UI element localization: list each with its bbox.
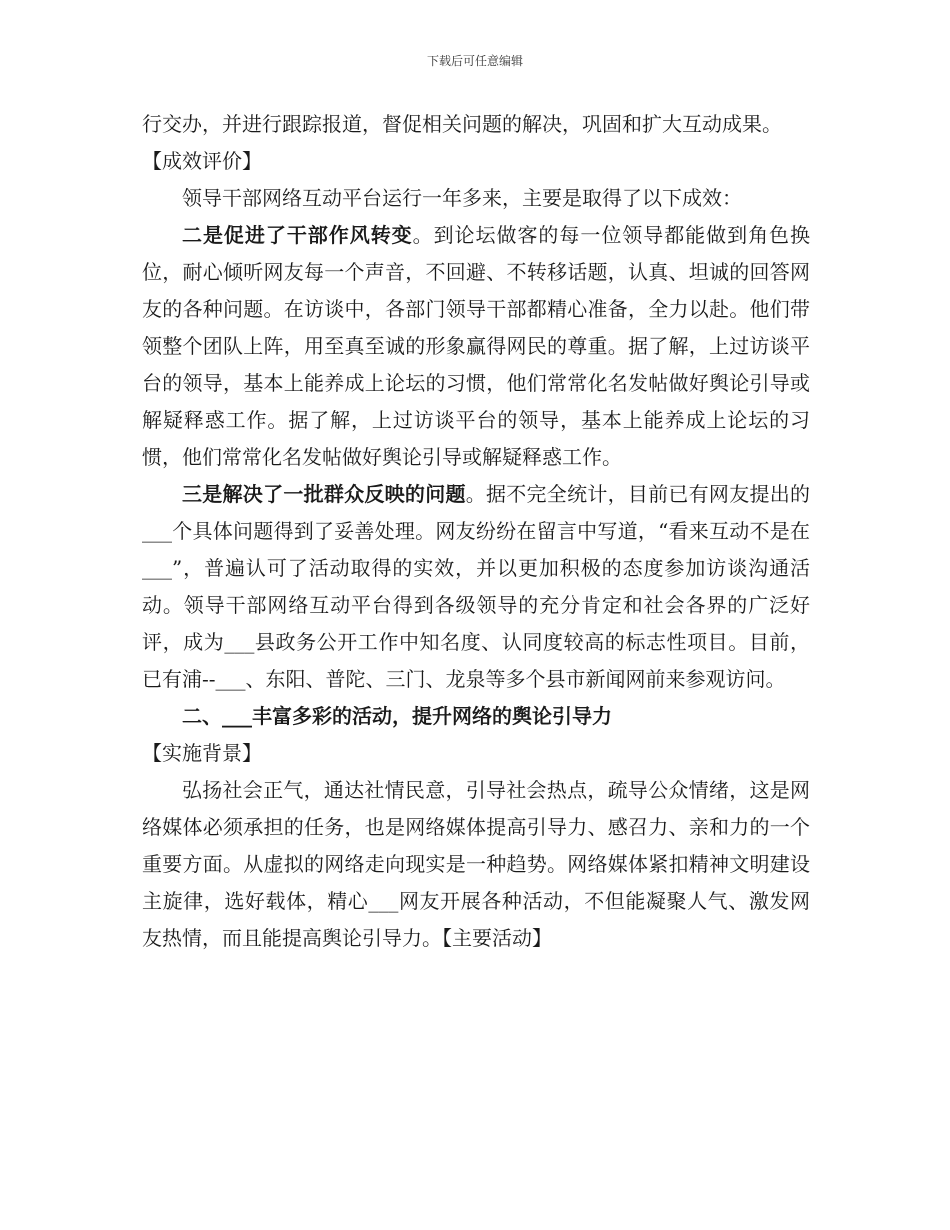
section-label-effect-evaluation: 【成效评价】 [142, 149, 262, 173]
page-header: 下载后可任意编辑 [426, 54, 523, 68]
paragraph-continuation: 行交办，并进行跟踪报道，督促相关问题的解决，巩固和扩大互动成果。 [142, 112, 782, 136]
section-heading: 二、___丰富多彩的活动，提升网络的舆论引导力 [182, 704, 612, 728]
paragraph-body-text: 。到论坛做客的每一位领导都能做到角色换位，耐心倾听网友每一个声音，不回避、不转移话题，认真、坦诚的回答网友的各种问题。在访谈中，各部门领导干部都精心准备，全力以赴。他们带领整个团队上阵，用至真至诚的形象赢得网民的尊重。据了解，上过访谈平台的领导，基本上能养成上论坛的习惯，他们常常化名发帖做好舆论引导或解疑释惑工作。据了解，上过访谈平台的领导，基本上能养成上论坛的习惯，他们常常化名发帖做好舆论引导或解疑释惑工作。 [142, 223, 811, 469]
document-body [142, 106, 810, 957]
paragraph-lead-bold: 二是促进了干部作风转变 [182, 223, 413, 247]
paragraph-background: 弘扬社会正气，通达社情民意，引导社会热点，疏导公众情绪，这是网络媒体必须承担的任务，也是网络媒体提高引导力、感召力、亲和力的一个重要方面。从虚拟的网络走向现实是一种趋势。网络媒体紧扣精神文明建设主旋律，选好载体，精心___网友开展各种活动，不但能凝聚人气、激发网友热情，而且能提高舆论引导力。【主要活动】 [142, 778, 810, 950]
paragraph-lead-bold: 三是解决了一批群众反映的问题 [182, 482, 466, 506]
section-label-background: 【实施背景】 [142, 741, 262, 765]
paragraph-work-style [142, 217, 810, 476]
paragraph-body-text: 。据不完全统计，目前已有网友提出的___个具体问题得到了妥善处理。网友纷纷在留言中写道，“看来互动不是在___”，普遍认可了活动取得的实效，并以更加积极的态度参加访谈沟通活动。领导干部网络互动平台得到各级领导的充分肯定和社会各界的广泛好评，成为___县政务公开工作中知名度、认同度较高的标志性项目。目前，已有浦--___、东阳、普陀、三门、龙泉等多个县市新闻网前来参观访问。 [142, 482, 811, 691]
paragraph-public-issues [142, 476, 810, 698]
paragraph-intro: 领导干部网络互动平台运行一年多来，主要是取得了以下成效： [182, 186, 742, 210]
